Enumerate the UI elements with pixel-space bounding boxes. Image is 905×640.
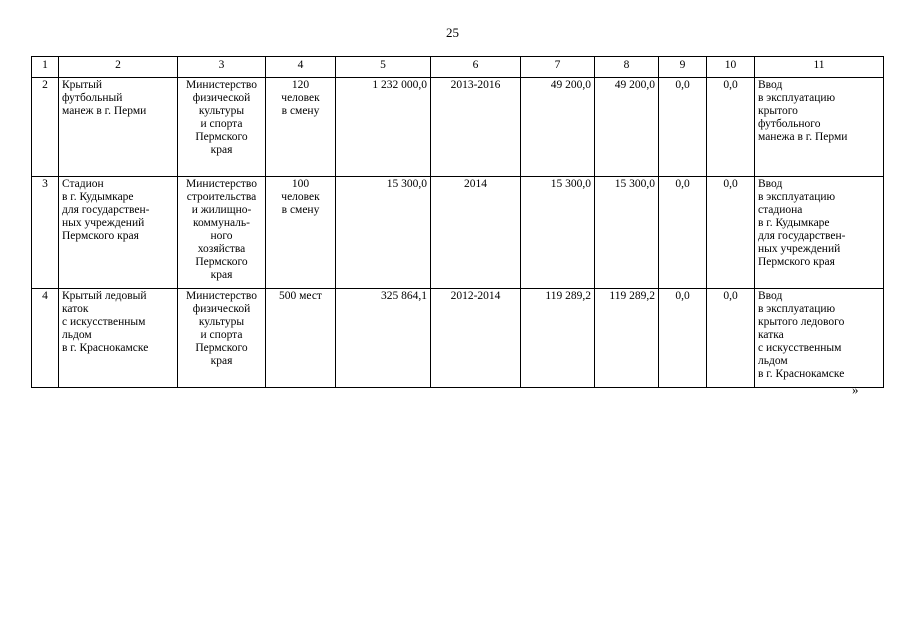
expected-result: Ввод в эксплуатацию стадиона в г. Кудымкаре для государствен- ных учреждений Пермского края (755, 177, 884, 289)
object-name: Крытый ледовый каток с искусственным льдом в г. Краснокамске (59, 289, 178, 388)
row-number: 4 (32, 289, 59, 388)
header-cell-5: 5 (336, 57, 431, 78)
value-col8: 49 200,0 (595, 78, 659, 177)
responsible-ministry: Министерство строительства и жилищно- коммуналь- ного хозяйства Пермского края (178, 177, 266, 289)
header-cell-10: 10 (707, 57, 755, 78)
object-name: Крытый футбольный манеж в г. Перми (59, 78, 178, 177)
page-number: 25 (446, 25, 459, 40)
header-cell-8: 8 (595, 57, 659, 78)
value-col10: 0,0 (707, 177, 755, 289)
capacity: 120 человек в смену (266, 78, 336, 177)
responsible-ministry: Министерство физической культуры и спорта Пермского края (178, 78, 266, 177)
total-cost: 325 864,1 (336, 289, 431, 388)
table-row (32, 289, 884, 388)
value-col9: 0,0 (659, 289, 707, 388)
expected-result: Ввод в эксплуатацию крытого футбольного манежа в г. Перми (755, 78, 884, 177)
total-cost: 15 300,0 (336, 177, 431, 289)
expected-result: Ввод в эксплуатацию крытого ледового катка с искусственным льдом в г. Краснокамске (755, 289, 884, 388)
header-cell-2: 2 (59, 57, 178, 78)
value-col9: 0,0 (659, 78, 707, 177)
table-row (32, 78, 884, 177)
capacity: 500 мест (266, 289, 336, 388)
period: 2013-2016 (431, 78, 521, 177)
value-col10: 0,0 (707, 289, 755, 388)
value-col8: 15 300,0 (595, 177, 659, 289)
closing-quote-mark: » (852, 382, 859, 397)
header-cell-11: 11 (755, 57, 884, 78)
value-col10: 0,0 (707, 78, 755, 177)
header-cell-1: 1 (32, 57, 59, 78)
row-number: 3 (32, 177, 59, 289)
value-col7: 15 300,0 (521, 177, 595, 289)
row-number: 2 (32, 78, 59, 177)
value-col7: 119 289,2 (521, 289, 595, 388)
header-cell-3: 3 (178, 57, 266, 78)
value-col8: 119 289,2 (595, 289, 659, 388)
header-cell-7: 7 (521, 57, 595, 78)
table-row (32, 177, 884, 289)
capacity: 100 человек в смену (266, 177, 336, 289)
value-col9: 0,0 (659, 177, 707, 289)
header-cell-4: 4 (266, 57, 336, 78)
responsible-ministry: Министерство физической культуры и спорта Пермского края (178, 289, 266, 388)
value-col7: 49 200,0 (521, 78, 595, 177)
period: 2012-2014 (431, 289, 521, 388)
header-cell-9: 9 (659, 57, 707, 78)
period: 2014 (431, 177, 521, 289)
total-cost: 1 232 000,0 (336, 78, 431, 177)
program-table (31, 56, 884, 388)
object-name: Стадион в г. Кудымкаре для государствен- ных учреждений Пермского края (59, 177, 178, 289)
header-row (32, 57, 884, 78)
header-cell-6: 6 (431, 57, 521, 78)
